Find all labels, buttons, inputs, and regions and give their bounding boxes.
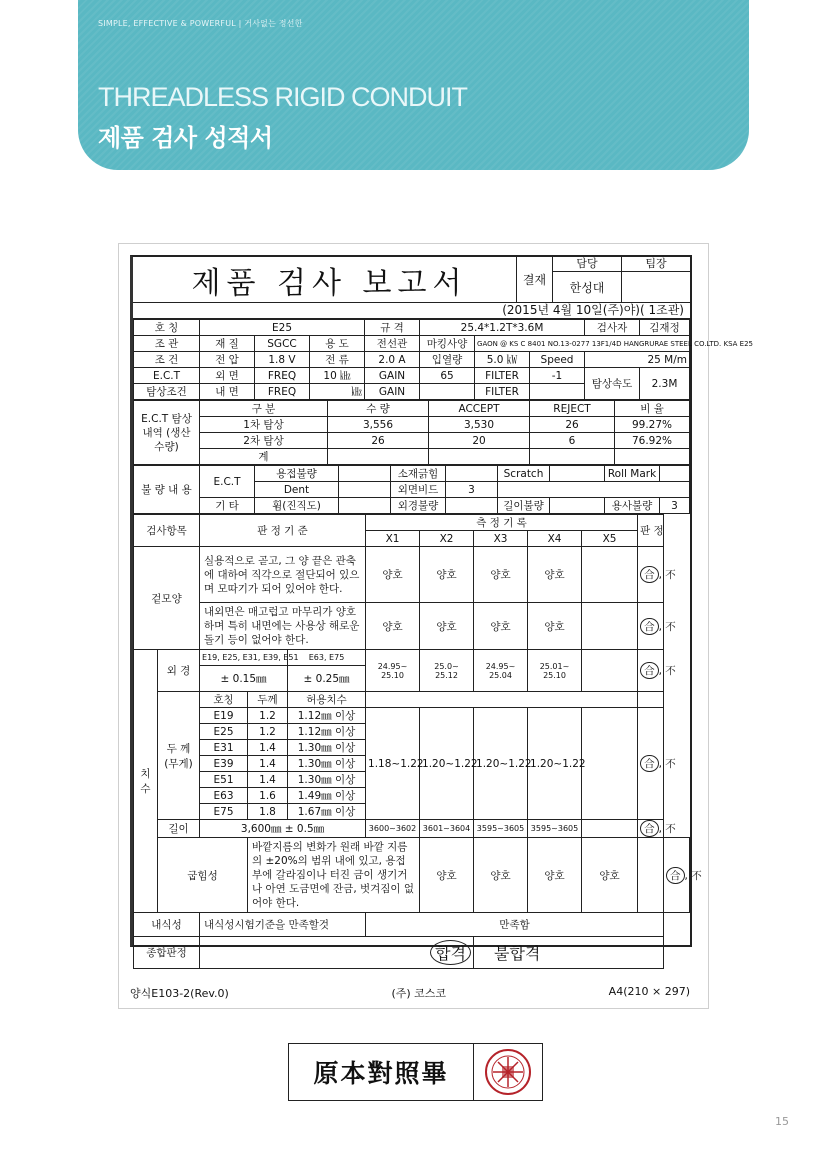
cell: E25	[200, 724, 248, 740]
label-outer: 외 면	[200, 368, 255, 384]
cell	[446, 466, 498, 482]
label-inner: 내 면	[200, 384, 255, 400]
header-reject: REJECT	[530, 401, 615, 417]
value-filter-outer: -1	[530, 368, 585, 384]
cell	[550, 498, 605, 514]
cell: 不	[665, 620, 676, 633]
label-gain-outer: GAIN	[365, 368, 420, 384]
label-appearance-defect: 외경불량	[391, 498, 446, 514]
value-voltage: 1.8 V	[255, 352, 310, 368]
label-current: 전 류	[310, 352, 365, 368]
criteria-appearance-2: 내외면은 매고럽고 마무리가 양호하며 특히 내면에는 사용상 해로운 돌기 등이 없어야 한다.	[200, 603, 366, 650]
value-material: SGCC	[255, 336, 310, 352]
cell: 1.6	[248, 788, 288, 804]
header-accept: ACCEPT	[429, 401, 530, 417]
cell: 99.27%	[615, 417, 690, 433]
cell: 不	[665, 758, 676, 770]
cell: 合	[640, 820, 659, 837]
cell: 1.30㎜ 이상	[288, 772, 366, 788]
approval-head-lead: 팀장	[622, 257, 690, 272]
cell: 양호	[366, 547, 420, 603]
cell: 20	[429, 433, 530, 449]
cell: 不	[691, 869, 702, 882]
stamp-text: 原本對照畢	[289, 1044, 474, 1100]
cell: 不	[665, 823, 676, 835]
header-quantity: 수 량	[328, 401, 429, 417]
company-name: (주) 코스코	[391, 987, 447, 1000]
judgement-cell: 合 , 不	[638, 547, 664, 603]
cell	[582, 603, 638, 650]
label-jogwan: 조 관	[134, 336, 200, 352]
cell: 26	[530, 417, 615, 433]
label-voltage: 전 압	[200, 352, 255, 368]
cell: E39	[200, 756, 248, 772]
approval-staff-name: 한성대	[569, 280, 605, 295]
cell: 3595~3605	[474, 820, 528, 838]
defect-table	[133, 465, 690, 514]
cell: 1.20~1.22	[420, 708, 474, 820]
label-material: 재 질	[200, 336, 255, 352]
judgement-cell: 合 , 不	[638, 708, 664, 820]
label-scratch: 소재긁힘	[391, 466, 446, 482]
cell: 1.67㎜ 이상	[288, 804, 366, 820]
form-number: 양식E103-2(Rev.0)	[130, 987, 229, 1000]
criteria-corrosion: 내식성시험기준을 만족할것	[200, 913, 366, 937]
label-jogeon: 조 건	[134, 352, 200, 368]
approval-label: 결재	[517, 257, 553, 302]
report-title: 제품 검사 보고서	[191, 265, 468, 301]
inspection-report	[130, 255, 753, 963]
cell: 1.2	[248, 708, 288, 724]
cell: 양호	[528, 603, 582, 650]
cell: 1.12㎜ 이상	[288, 708, 366, 724]
page-number: 15	[775, 1115, 789, 1128]
cell: 3,600㎜ ± 0.5㎜	[200, 820, 366, 838]
value-customer-defect: 3	[660, 498, 690, 514]
label-criteria: 판 정 기 준	[200, 515, 366, 547]
criteria-bendability: 바깥지름의 변화가 원래 바깥 지름의 ±20%의 범위 내에 있고, 용접부에 갈라짐이나 터진 금이 생기거나 아연 도금면에 잔금, 벗겨짐이 없어야 한다.	[248, 838, 420, 913]
paper-size: A4(210 × 297)	[608, 985, 690, 998]
cell	[582, 547, 638, 603]
seal-icon	[474, 1044, 542, 1100]
cell: 양호	[420, 547, 474, 603]
cell: 1.30㎜ 이상	[288, 756, 366, 772]
label-weld-defect: 용접불량	[255, 466, 339, 482]
value-corrosion: 만족함	[366, 913, 664, 937]
cell: E51	[200, 772, 248, 788]
cell: 合	[640, 662, 659, 679]
value-filter-inner	[530, 384, 585, 400]
cell: 양호	[420, 603, 474, 650]
cell: 合	[640, 566, 659, 583]
cell	[328, 449, 429, 465]
label-length-defect: 길이불량	[498, 498, 550, 514]
cell: 양호	[582, 838, 638, 913]
cell: 不	[665, 569, 676, 581]
cell	[429, 449, 530, 465]
cell: 허용치수	[288, 692, 366, 708]
cell	[339, 466, 391, 482]
label-gain-inner: GAIN	[365, 384, 420, 400]
cell: 3595~3605	[528, 820, 582, 838]
cell: 1.4	[248, 740, 288, 756]
label-dent: Dent	[255, 482, 339, 498]
label-speed: Speed	[530, 352, 585, 368]
label-appearance: 겉모양	[134, 547, 200, 650]
value-marking: GAON @ KS C 8401 NO.13-0277 13F1/4D HANGRURAE STEEL CO.LTD. KSA E25	[475, 336, 690, 352]
label-filter-outer: FILTER	[475, 368, 530, 384]
cell: 3601~3604	[420, 820, 474, 838]
cell: E63, E75	[288, 650, 366, 666]
value-hoching: E25	[200, 320, 365, 336]
cell	[530, 449, 615, 465]
spec-table	[133, 319, 753, 400]
cell	[638, 692, 664, 708]
header-x3: X3	[474, 531, 528, 547]
cell	[615, 449, 690, 465]
label-heat: 입열량	[420, 352, 475, 368]
cell: 양호	[474, 603, 528, 650]
label-corrosion: 내식성	[134, 913, 200, 937]
cell: E31	[200, 740, 248, 756]
header-x1: X1	[366, 531, 420, 547]
value-current: 2.0 A	[365, 352, 420, 368]
cell	[446, 498, 498, 514]
label-etc: 기 타	[200, 498, 255, 514]
approval-head-staff: 담당	[553, 257, 621, 272]
label-marking: 마킹사양	[420, 336, 475, 352]
label-scan-cond: 탐상조건	[134, 384, 200, 400]
table-row	[134, 708, 690, 724]
cell: 1차 탐상	[200, 417, 328, 433]
label-roll-mark: Roll Mark	[605, 466, 660, 482]
header-x2: X2	[420, 531, 474, 547]
cell: 1.2	[248, 724, 288, 740]
cell	[582, 820, 638, 838]
cell: 양호	[420, 838, 474, 913]
banner-title: THREADLESS RIGID CONDUIT	[98, 82, 468, 112]
value-inspector: 김재정	[640, 320, 690, 336]
header-x4: X4	[528, 531, 582, 547]
approval-lead-name	[622, 272, 690, 302]
label-inspector: 검사자	[585, 320, 640, 336]
value-scan-speed: 2.3M	[640, 368, 690, 400]
label-measure-record: 측 정 기 록	[366, 515, 638, 531]
cell: 양호	[474, 547, 528, 603]
value-heat: 5.0 ㎾	[475, 352, 530, 368]
verification-stamp	[288, 1043, 543, 1101]
cell: 合	[666, 867, 685, 884]
cell: 1.18~1.22	[366, 708, 420, 820]
header-x5: X5	[582, 531, 638, 547]
header-banner	[78, 0, 749, 170]
cell: 1.20~1.22	[474, 708, 528, 820]
cell: ± 0.15㎜	[200, 666, 288, 692]
cell: 25.0~ 25.12	[420, 650, 474, 692]
tagline: SIMPLE, EFFECTIVE & POWERFUL | 거사없는 정선한	[98, 19, 303, 28]
label-dimensions: 치 수	[134, 650, 158, 913]
cell: 26	[328, 433, 429, 449]
cell: 不	[665, 665, 676, 677]
value-gain-outer: 65	[420, 368, 475, 384]
ect-results-table	[133, 400, 690, 465]
label-defect: 불 량 내 용	[134, 466, 200, 514]
value-gyugyeok: 25.4*1.2T*3.6M	[420, 320, 585, 336]
label-inspection-item: 검사항목	[134, 515, 200, 547]
table-row	[134, 433, 690, 449]
cell	[660, 466, 690, 482]
cell	[638, 838, 664, 913]
label-freq-inner: FREQ	[255, 384, 310, 400]
judgement-cell: 合 , 不	[664, 838, 690, 913]
cell: E75	[200, 804, 248, 820]
cell	[582, 650, 638, 692]
cell	[339, 482, 391, 498]
label-ect-history: E.C.T 탐상내역 (생산수량)	[134, 401, 200, 465]
label-hoching: 호 칭	[134, 320, 200, 336]
cell: 24.95~ 25.10	[366, 650, 420, 692]
label-thickness: 두 께 (무게)	[158, 692, 200, 820]
label-outer-bead: 외면비드	[391, 482, 446, 498]
label-ect: E.C.T	[134, 368, 200, 384]
cell: 1.20~1.22	[528, 708, 582, 820]
cell	[550, 466, 605, 482]
cell: 1.30㎜ 이상	[288, 740, 366, 756]
judgement-cell: 合 , 不	[638, 650, 664, 692]
cell: 24.95~ 25.04	[474, 650, 528, 692]
cell: 양호	[474, 838, 528, 913]
cell: 3,530	[429, 417, 530, 433]
table-row	[134, 449, 690, 465]
header-division: 구 분	[200, 401, 328, 417]
cell: 양호	[528, 838, 582, 913]
value-freq-outer: 10 ㎑	[310, 368, 365, 384]
label-bend-defect: 휨(진직도)	[255, 498, 339, 514]
cell: 양호	[366, 603, 420, 650]
cell: 25.01~ 25.10	[528, 650, 582, 692]
value-use: 전선관	[365, 336, 420, 352]
cell	[339, 498, 391, 514]
header-ratio: 비 율	[615, 401, 690, 417]
judgement-cell: 合 , 不	[638, 603, 664, 650]
value-gain-inner	[420, 384, 475, 400]
value-outer-bead: 3	[446, 482, 498, 498]
label-outer-diameter: 외 경	[158, 650, 200, 692]
cell: 1.12㎜ 이상	[288, 724, 366, 740]
label-length: 길이	[158, 820, 200, 838]
cell: 合	[640, 618, 659, 635]
cell: E19, E25, E31, E39, E51	[200, 650, 288, 666]
cell	[366, 692, 638, 708]
overall-fail: 불합격	[474, 937, 664, 969]
cell: 양호	[528, 547, 582, 603]
label-overall: 종합판정	[134, 937, 200, 969]
label-customer-defect: 용사불량	[605, 498, 660, 514]
label-filter-inner: FILTER	[475, 384, 530, 400]
label-use: 용 도	[310, 336, 365, 352]
cell: 1.8	[248, 804, 288, 820]
cell: 6	[530, 433, 615, 449]
label-scan-speed: 탐상속도	[585, 368, 640, 400]
cell: 1.4	[248, 756, 288, 772]
value-freq-inner: ㎑	[310, 384, 365, 400]
judgement-cell: 合 , 不	[638, 820, 664, 838]
cell: 76.92%	[615, 433, 690, 449]
label-gyugyeok: 규 격	[365, 320, 420, 336]
cell: E63	[200, 788, 248, 804]
cell: 두께	[248, 692, 288, 708]
cell: 2차 탐상	[200, 433, 328, 449]
inspection-table	[133, 514, 702, 969]
overall-pass: 합격	[430, 940, 471, 965]
cell: 호칭	[200, 692, 248, 708]
report-date: (2015년 4월 10일(주)야)( 1조관)	[133, 303, 690, 319]
label-judgement: 판 정	[638, 515, 664, 547]
cell	[582, 708, 638, 820]
cell: E19	[200, 708, 248, 724]
value-speed: 25 M/m	[585, 352, 690, 368]
approval-box	[516, 257, 690, 302]
cell: 合	[640, 755, 659, 772]
cell: 3,556	[328, 417, 429, 433]
table-row	[134, 417, 690, 433]
form-footer	[130, 985, 690, 1001]
banner-subtitle: 제품 검사 성적서	[98, 124, 273, 152]
label-defect-ect: E.C.T	[200, 466, 255, 498]
cell: ± 0.25㎜	[288, 666, 366, 692]
label-scratch-en: Scratch	[498, 466, 550, 482]
cell: 1.49㎜ 이상	[288, 788, 366, 804]
cell: 3600~3602	[366, 820, 420, 838]
cell: 계	[200, 449, 328, 465]
criteria-appearance-1: 실용적으로 곧고, 그 양 끝은 관축에 대하여 직각으로 절단되어 있으며 모따기가 되어 있어야 한다.	[200, 547, 366, 603]
label-bendability: 굽힘성	[158, 838, 248, 913]
label-freq-outer: FREQ	[255, 368, 310, 384]
cell	[498, 482, 690, 498]
cell: 1.4	[248, 772, 288, 788]
